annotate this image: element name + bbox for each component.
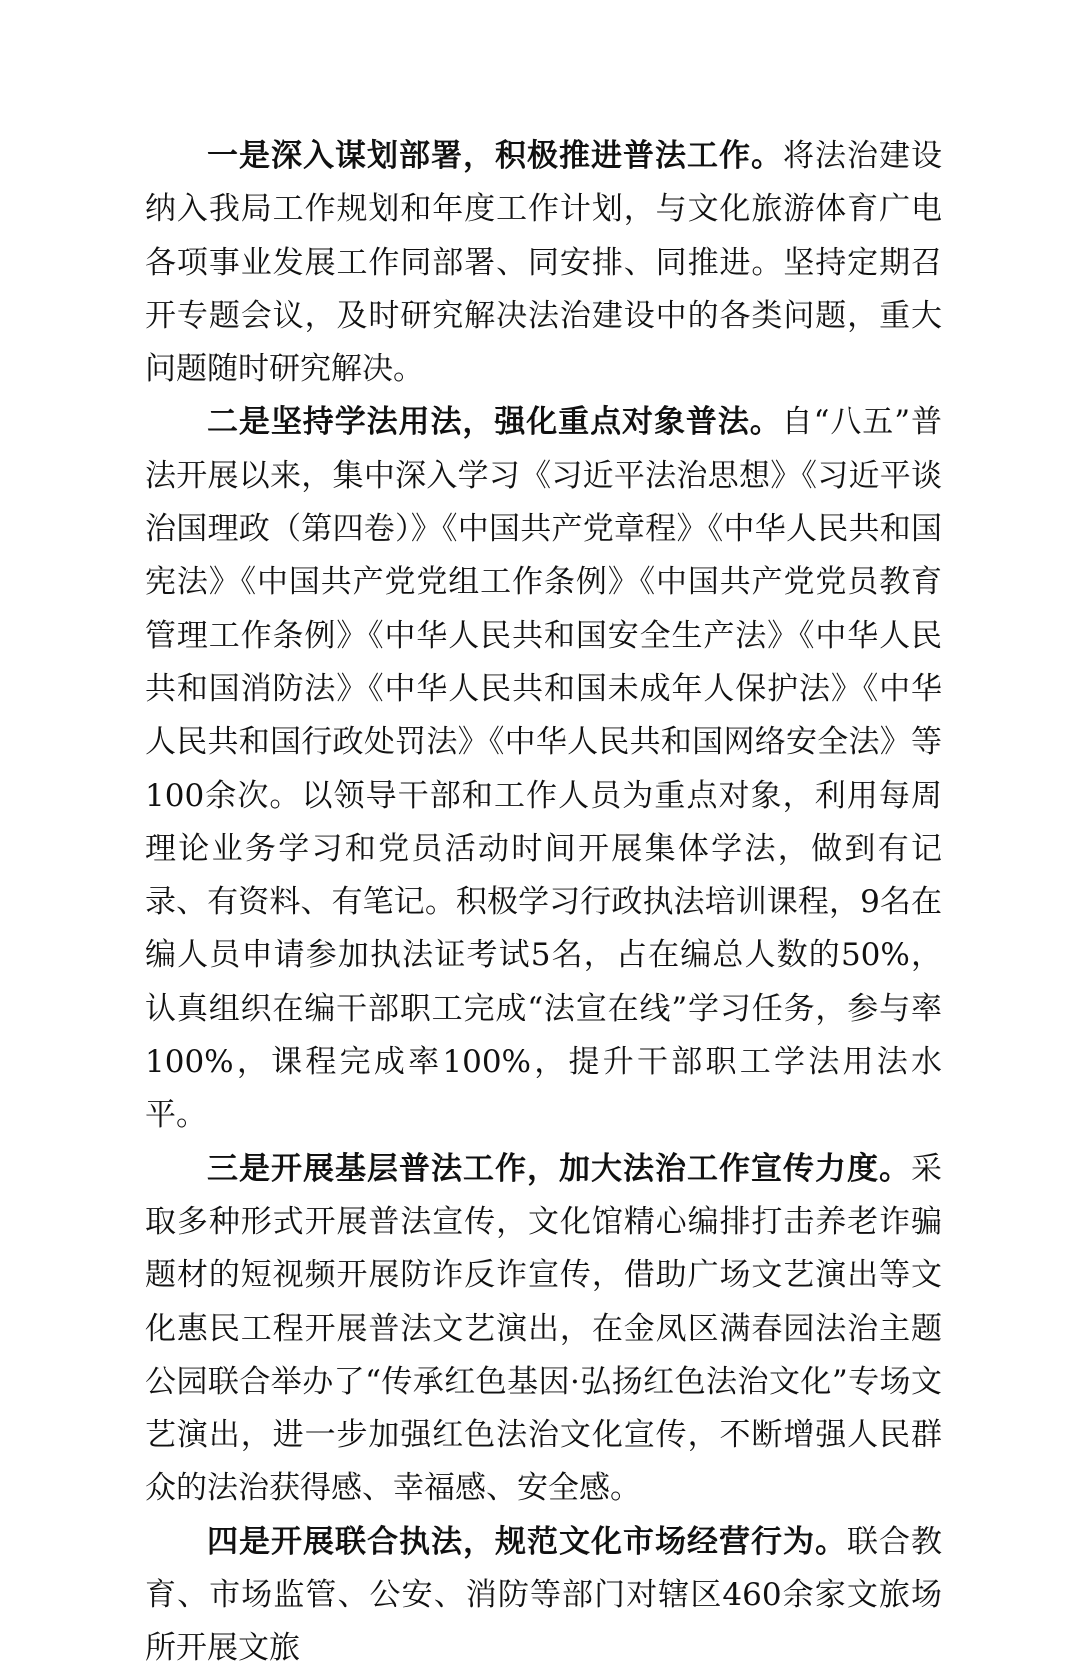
paragraph-2-text: 自“八五”普法开展以来，集中深入学习《习近平法治思想》《习近平谈治国理政（第四卷）》《中国共产党章程》《中华人民共和国宪法》《中国共产党党组工作条例》《中国共产党党员教育管理工作条例》《中华人民共和国安全生产法》《中华人民共和国消防法》《中华人民共和国未成年人保护法》《中华人民共和国行政处罚法》《中华人民共和国网络安全法》等100余次。以领导干部和工作人员为重点对象，利用每周理论业务学习和党员活动时间开展集体学法，做到有记录、有资料、有笔记。积极学习行政执法培训课程，9名在编人员申请参加执法证考试5名，占在编总人数的50%，认真组织在编干部职工完成“法宣在线”学习任务，参与率100%，课程完成率100%，提升干部职工学法用法水平。 [145,404,942,1134]
paragraph-4-text: 联合教育、市场监管、公安、消防等部门对辖区460余家文旅场所开展文旅 [145,1523,942,1667]
paragraph-2-heading: 二是坚持学法用法，强化重点对象普法。 [207,404,782,441]
paragraph-1-heading: 一是深入谋划部署，积极推进普法工作。 [207,138,783,174]
paragraph-3-heading: 三是开展基层普法工作，加大法治工作宣传力度。 [207,1150,911,1187]
paragraph-4-heading: 四是开展联合执法，规范文化市场经营行为。 [207,1523,847,1560]
paragraph-1-text: 将法治建设纳入我局工作规划和年度工作计划，与文化旅游体育广电各项事业发展工作同部署、同安排、同推进。坚持定期召开专题会议，及时研究解决法治建设中的各类问题，重大问题随时研究解决。 [145,138,942,388]
paragraph-3 [145,1143,942,1516]
paragraph-4 [145,1516,942,1676]
paragraph-2 [145,396,942,1142]
paragraph-1 [145,130,942,396]
document-body [145,130,942,1676]
paragraph-3-text: 采取多种形式开展普法宣传，文化馆精心编排打击养老诈骗题材的短视频开展防诈反诈宣传，借助广场文艺演出等文化惠民工程开展普法文艺演出，在金凤区满春园法治主题公园联合举办了“传承红色基因·弘扬红色法治文化”专场文艺演出，进一步加强红色法治文化宣传，不断增强人民群众的法治获得感、幸福感、安全感。 [145,1150,942,1507]
